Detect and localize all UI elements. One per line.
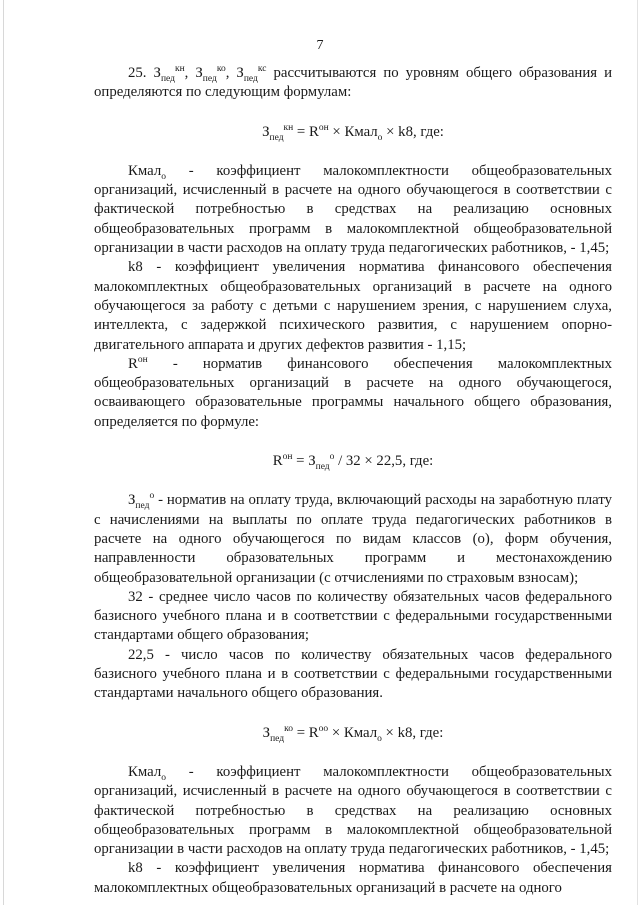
definition-zped: $З_{пед}^о$ - норматив на оплату труда, включающий расходы на заработную плату с начислениями на выплаты по оплате труда педагогических работников в расчете на одного обучающегося по видам классов (о), форм обучения, направленности образовательных программ и местонахождению общеобразовательной организации (с отчислениями по страховым взносам); <box>94 491 612 586</box>
definition-kmal-2: Кмал$_о$ - коэффициент малокомплектности общеобразовательных организаций, исчисленный в расчете на одного обучающегося в соответствии с фактической потребностью в средствах на реализацию основных общеобразовательных программ в малокомплектной общеобразовательной организации в части расходов на оплату труда педагогических работников, - 1,45; <box>94 763 612 858</box>
document-body <box>94 64 612 898</box>
definition-ron: $R^{он}$ - норматив финансового обеспечения малокомплектных общеобразовательных организаций в расчете на одного обучающегося, осваивающего образовательные программы начального общего образования, определяется по формуле: <box>94 354 612 430</box>
definition-22-5: 22,5 - число часов по количеству обязательных часов федерального базисного учебного плана и в соответствии с федеральными государственными стандартами начального общего образования. <box>94 646 612 702</box>
scan-edge-left <box>3 0 4 905</box>
page-number: 7 <box>316 38 324 53</box>
paragraph-25: 25. $З_{пед}^{кн}$, $З_{пед}^{ко}$, $З_{пед}^{кс}$ рассчитываются по уровням общего образования и определяются по следующим формулам: <box>94 64 612 101</box>
formula-ron: $R^{он} = З_{пед}^о / 32 \times 22,5$, где: <box>272 452 434 472</box>
formula-zped-kn: $З_{пед}^{кн} = R^{он}$ × Кмал$_о$ × k8, где: <box>262 122 444 143</box>
definition-k8-2: k8 - коэффициент увеличения норматива финансового обеспечения малокомплектных общеобразовательных организаций в расчете на одного <box>94 860 612 896</box>
scan-edge-right <box>637 0 638 905</box>
definition-kmal-1: Кмал$_о$ - коэффициент малокомплектности общеобразовательных организаций, исчисленный в расчете на одного обучающегося в соответствии с фактической потребностью в средствах на реализацию основных общеобразовательных программ в малокомплектной общеобразовательной организации в части расходов на оплату труда педагогических работников, - 1,45; <box>94 162 612 257</box>
definition-32: 32 - среднее число часов по количеству обязательных часов федерального базисного учебного плана и в соответствии с федеральными государственными стандартами общего образования; <box>94 588 612 644</box>
definition-k8-1: k8 - коэффициент увеличения норматива финансового обеспечения малокомплектных общеобразовательных организаций в расчете на одного обучающегося за работу с детьми с нарушением зрения, с нарушением слуха, интеллекта, с задержкой психического развития, с нарушением опорно-двигательного аппарата и других дефектов развития - 1,15; <box>94 259 612 353</box>
formula-zped-ko: $З_{пед}^{ко} = R^{оо}$ × Кмал$_о$ × k8, где: <box>262 723 444 744</box>
